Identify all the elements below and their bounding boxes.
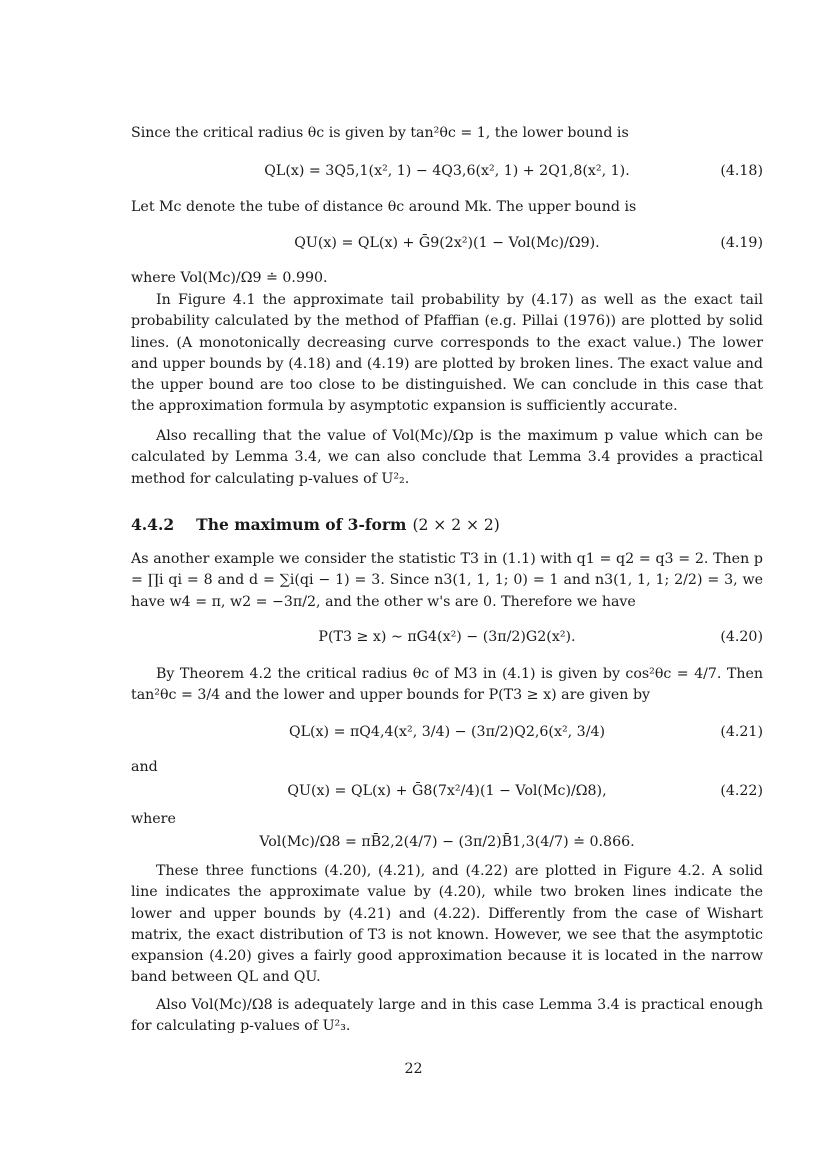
where-volume-sentence: where Vol(Mc)/Ω9 ≐ 0.990. (131, 270, 328, 286)
subsection-dims: (2 × 2 × 2) (412, 516, 500, 534)
equation-body: Vol(Mc)/Ω8 = πB̄2,2(4/7) − (3π/2)B̄1,3(4/7) ≐ 0.866. (259, 834, 635, 850)
equation-4-20 (131, 626, 763, 648)
paragraph-also: Also Vol(Mc)/Ω8 is adequately large and in this case Lemma 3.4 is practical enough for calculating p-values of U²₃. (131, 997, 763, 1035)
equation-body: QL(x) = 3Q5,1(x², 1) − 4Q3,6(x², 1) + 2Q1,8(x², 1). (264, 163, 630, 179)
paragraph-example: As another example we consider the statistic T3 in (1.1) with q1 = q2 = q3 = 2. Then p = ∏i qi = 8 and d = ∑i(qi − 1) = 3. Since n3(1, 1, 1; 0) = 1 and n3(1, 1, 1; 2/2) = 3, we have w4 = π, w2 = −3π/2, and the other w's are 0. Therefore we have (131, 551, 763, 610)
equation-4-18 (131, 160, 763, 182)
equation-4-22 (131, 780, 763, 802)
paragraph-theorem: By Theorem 4.2 the critical radius θc of M3 in (4.1) is given by cos²θc = 4/7. Then tan²θc = 3/4 and the lower and upper bounds for P(T3 ≥ x) are given by (131, 666, 763, 704)
intro-sentence: Since the critical radius θc is given by tan²θc = 1, the lower bound is (131, 125, 629, 141)
equation-4-19 (131, 232, 763, 254)
equation-body: P(T3 ≥ x) ∼ πG4(x²) − (3π/2)G2(x²). (318, 629, 576, 645)
where-word: where (131, 811, 176, 827)
equation-4-21 (131, 721, 763, 743)
equation-body: QU(x) = QL(x) + Ḡ8(7x²/4)(1 − Vol(Mc)/Ω8), (287, 783, 607, 799)
subsection-title: The maximum of 3-form (196, 515, 407, 534)
equation-number: (4.22) (720, 783, 763, 799)
equation-body: QU(x) = QL(x) + Ḡ9(2x²)(1 − Vol(Mc)/Ω9). (294, 235, 600, 251)
equation-number: (4.19) (720, 235, 763, 251)
equation-number: (4.18) (720, 163, 763, 179)
paragraph-figure-4-1: In Figure 4.1 the approximate tail probability by (4.17) as well as the exact tail probability calculated by the method of Pfaffian (e.g. Pillai (1976)) are plotted by solid lines. (A monotonically decreasing curve corresponds to the exact value.) The lower and upper bounds by (4.18) and (4.19) are plotted by broken lines. The exact value and the upper bound are too close to be distinguished. We can conclude in this case that the approximation formula by asymptotic expansion is sufficiently accurate. (131, 292, 763, 415)
equation-body: QL(x) = πQ4,4(x², 3/4) − (3π/2)Q2,6(x², 3/4) (288, 724, 606, 740)
and-word: and (131, 759, 158, 775)
subsection-number: 4.4.2 (131, 515, 175, 534)
equation-number: (4.21) (720, 724, 763, 740)
paragraph-recalling: Also recalling that the value of Vol(Mc)/Ωp is the maximum p value which can be calculated by Lemma 3.4, we can also conclude that Lemma 3.4 provides a practical method for calculating p-values of U²₂. (131, 428, 763, 487)
equation-number: (4.20) (720, 629, 763, 645)
subsection-heading (131, 514, 763, 536)
page-number: 22 (404, 1061, 423, 1077)
tube-sentence: Let Mc denote the tube of distance θc around Mk. The upper bound is (131, 199, 637, 215)
paragraph-three-functions: These three functions (4.20), (4.21), and (4.22) are plotted in Figure 4.2. A solid line indicates the approximate value by (4.20), while two broken lines indicate the lower and upper bounds by (4.21) and (4.22). Differently from the case of Wishart matrix, the exact distribution of T3 is not known. However, we see that the asymptotic expansion (4.20) gives a fairly good approximation because it is located in the narrow band between QL and QU. (131, 863, 763, 986)
equation-volume (131, 831, 763, 853)
